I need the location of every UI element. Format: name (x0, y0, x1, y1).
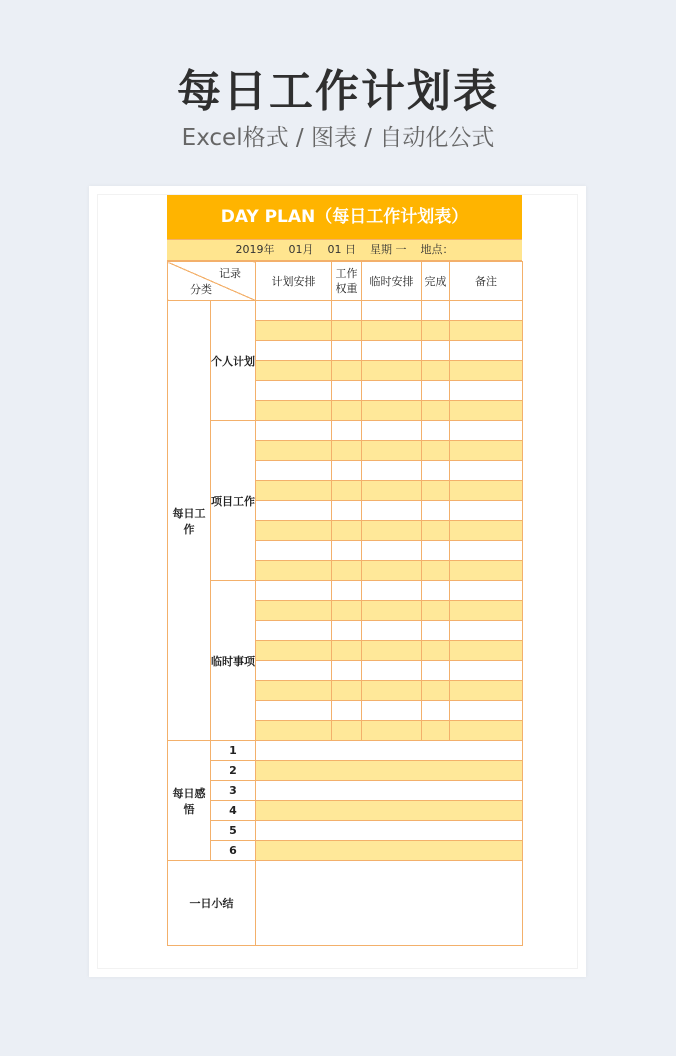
group-daily-work: 每日工作 (168, 301, 211, 741)
plan-cell[interactable] (422, 321, 450, 341)
header-record: 记录 (219, 267, 241, 280)
plan-cell[interactable] (362, 381, 422, 401)
plan-cell[interactable] (256, 521, 332, 541)
plan-cell[interactable] (332, 581, 362, 601)
plan-cell[interactable] (362, 721, 422, 741)
insight-cell[interactable] (256, 741, 523, 761)
date-location: 地点： (420, 243, 454, 256)
plan-cell[interactable] (256, 641, 332, 661)
plan-cell[interactable] (362, 341, 422, 361)
plan-cell[interactable] (362, 321, 422, 341)
header-row (168, 262, 523, 301)
plan-cell[interactable] (450, 701, 523, 721)
plan-cell[interactable] (422, 361, 450, 381)
plan-cell[interactable] (450, 501, 523, 521)
plan-cell[interactable] (422, 501, 450, 521)
plan-cell[interactable] (256, 481, 332, 501)
plan-cell[interactable] (362, 421, 422, 441)
insight-number: 2 (211, 761, 256, 781)
plan-cell[interactable] (422, 681, 450, 701)
plan-cell[interactable] (332, 461, 362, 481)
plan-cell[interactable] (332, 641, 362, 661)
plan-cell[interactable] (256, 301, 332, 321)
plan-cell[interactable] (422, 601, 450, 621)
plan-cell[interactable] (422, 341, 450, 361)
plan-cell[interactable] (450, 621, 523, 641)
subgroup-project: 项目工作 (211, 421, 256, 581)
plan-cell[interactable] (332, 721, 362, 741)
summary-cell[interactable] (256, 861, 523, 946)
plan-cell[interactable] (362, 521, 422, 541)
plan-row (168, 421, 523, 441)
date-year: 2019年 (235, 243, 275, 256)
plan-cell[interactable] (450, 541, 523, 561)
plan-cell[interactable] (256, 401, 332, 421)
plan-cell[interactable] (256, 501, 332, 521)
header-note: 备注 (450, 262, 523, 301)
plan-cell[interactable] (332, 681, 362, 701)
plan-row (168, 581, 523, 601)
plan-cell[interactable] (332, 301, 362, 321)
insight-row (168, 781, 523, 801)
plan-cell[interactable] (422, 561, 450, 581)
insight-cell[interactable] (256, 781, 523, 801)
insight-row (168, 821, 523, 841)
insight-row (168, 741, 523, 761)
plan-cell[interactable] (422, 401, 450, 421)
plan-cell[interactable] (422, 721, 450, 741)
plan-cell[interactable] (422, 581, 450, 601)
plan-cell[interactable] (256, 581, 332, 601)
plan-cell[interactable] (362, 681, 422, 701)
subgroup-temporary: 临时事项 (211, 581, 256, 741)
plan-cell[interactable] (422, 701, 450, 721)
plan-cell[interactable] (422, 661, 450, 681)
plan-cell[interactable] (362, 581, 422, 601)
plan-cell[interactable] (422, 521, 450, 541)
summary-row (168, 861, 523, 946)
plan-cell[interactable] (332, 621, 362, 641)
plan-cell[interactable] (332, 381, 362, 401)
plan-cell[interactable] (256, 541, 332, 561)
insight-number: 5 (211, 821, 256, 841)
plan-cell[interactable] (256, 341, 332, 361)
plan-cell[interactable] (422, 421, 450, 441)
plan-cell[interactable] (332, 501, 362, 521)
plan-cell[interactable] (450, 441, 523, 461)
plan-cell[interactable] (362, 501, 422, 521)
plan-cell[interactable] (256, 681, 332, 701)
header-weight (332, 262, 362, 301)
plan-cell[interactable] (362, 461, 422, 481)
plan-cell[interactable] (422, 441, 450, 461)
insight-cell[interactable] (256, 801, 523, 821)
header-weight-line1: 工作 (335, 267, 358, 280)
plan-cell[interactable] (422, 301, 450, 321)
plan-table (167, 261, 523, 946)
insight-row (168, 841, 523, 861)
plan-cell[interactable] (256, 721, 332, 741)
plan-cell[interactable] (362, 561, 422, 581)
plan-cell[interactable] (450, 721, 523, 741)
plan-cell[interactable] (450, 421, 523, 441)
plan-cell[interactable] (332, 321, 362, 341)
subgroup-personal: 个人计划 (211, 301, 256, 421)
plan-cell[interactable] (332, 701, 362, 721)
plan-cell[interactable] (256, 361, 332, 381)
plan-cell[interactable] (362, 481, 422, 501)
plan-cell[interactable] (450, 301, 523, 321)
day-plan-sheet (167, 195, 522, 946)
page-subtitle: Excel格式 / 图表 / 自动化公式 (181, 125, 495, 151)
plan-cell[interactable] (332, 401, 362, 421)
summary-label: 一日小结 (168, 861, 256, 946)
plan-cell[interactable] (450, 381, 523, 401)
header-weight-line2: 权重 (335, 282, 358, 295)
date-bar (167, 239, 522, 261)
plan-cell[interactable] (256, 381, 332, 401)
plan-cell[interactable] (332, 561, 362, 581)
plan-cell[interactable] (362, 601, 422, 621)
insight-number: 1 (211, 741, 256, 761)
plan-cell[interactable] (450, 361, 523, 381)
insight-number: 6 (211, 841, 256, 861)
header-diagonal-cell (168, 262, 256, 301)
plan-cell[interactable] (422, 381, 450, 401)
plan-cell[interactable] (450, 641, 523, 661)
header-temp: 临时安排 (362, 262, 422, 301)
insight-row (168, 801, 523, 821)
plan-cell[interactable] (450, 341, 523, 361)
plan-cell[interactable] (450, 521, 523, 541)
plan-cell[interactable] (362, 441, 422, 461)
insight-cell[interactable] (256, 821, 523, 841)
plan-cell[interactable] (256, 421, 332, 441)
plan-cell[interactable] (256, 321, 332, 341)
plan-cell[interactable] (256, 601, 332, 621)
plan-cell[interactable] (332, 601, 362, 621)
plan-cell[interactable] (422, 541, 450, 561)
plan-cell[interactable] (450, 681, 523, 701)
plan-cell[interactable] (256, 701, 332, 721)
plan-cell[interactable] (450, 581, 523, 601)
plan-cell[interactable] (362, 661, 422, 681)
plan-cell[interactable] (450, 561, 523, 581)
insight-number: 3 (211, 781, 256, 801)
plan-cell[interactable] (332, 341, 362, 361)
page-title: 每日工作计划表 (177, 66, 499, 117)
plan-cell[interactable] (362, 621, 422, 641)
plan-cell[interactable] (450, 601, 523, 621)
plan-cell[interactable] (256, 661, 332, 681)
plan-cell[interactable] (362, 401, 422, 421)
header-plan: 计划安排 (256, 262, 332, 301)
plan-cell[interactable] (362, 641, 422, 661)
plan-cell[interactable] (362, 301, 422, 321)
plan-cell[interactable] (450, 481, 523, 501)
date-month: 01月 (288, 243, 314, 256)
plan-cell[interactable] (256, 561, 332, 581)
date-day: 01 日 (327, 243, 356, 256)
insight-cell[interactable] (256, 761, 523, 781)
date-weekday: 星期 一 (370, 243, 407, 256)
plan-cell[interactable] (332, 541, 362, 561)
insight-number: 4 (211, 801, 256, 821)
plan-cell[interactable] (256, 461, 332, 481)
plan-cell[interactable] (422, 461, 450, 481)
plan-cell[interactable] (332, 421, 362, 441)
sheet-banner: DAY PLAN（每日工作计划表） (167, 195, 522, 239)
plan-cell[interactable] (362, 361, 422, 381)
plan-cell[interactable] (450, 661, 523, 681)
plan-cell[interactable] (332, 521, 362, 541)
plan-cell[interactable] (450, 321, 523, 341)
plan-cell[interactable] (422, 481, 450, 501)
plan-cell[interactable] (332, 661, 362, 681)
header-category: 分类 (190, 283, 212, 296)
plan-cell[interactable] (422, 641, 450, 661)
insight-row (168, 761, 523, 781)
plan-cell[interactable] (332, 441, 362, 461)
group-insights: 每日感悟 (168, 741, 211, 861)
insight-cell[interactable] (256, 841, 523, 861)
plan-cell[interactable] (362, 701, 422, 721)
plan-cell[interactable] (450, 401, 523, 421)
plan-cell[interactable] (362, 541, 422, 561)
plan-cell[interactable] (332, 481, 362, 501)
plan-cell[interactable] (256, 621, 332, 641)
plan-cell[interactable] (450, 461, 523, 481)
plan-row (168, 301, 523, 321)
plan-cell[interactable] (332, 361, 362, 381)
header-done: 完成 (422, 262, 450, 301)
plan-cell[interactable] (422, 621, 450, 641)
plan-cell[interactable] (256, 441, 332, 461)
